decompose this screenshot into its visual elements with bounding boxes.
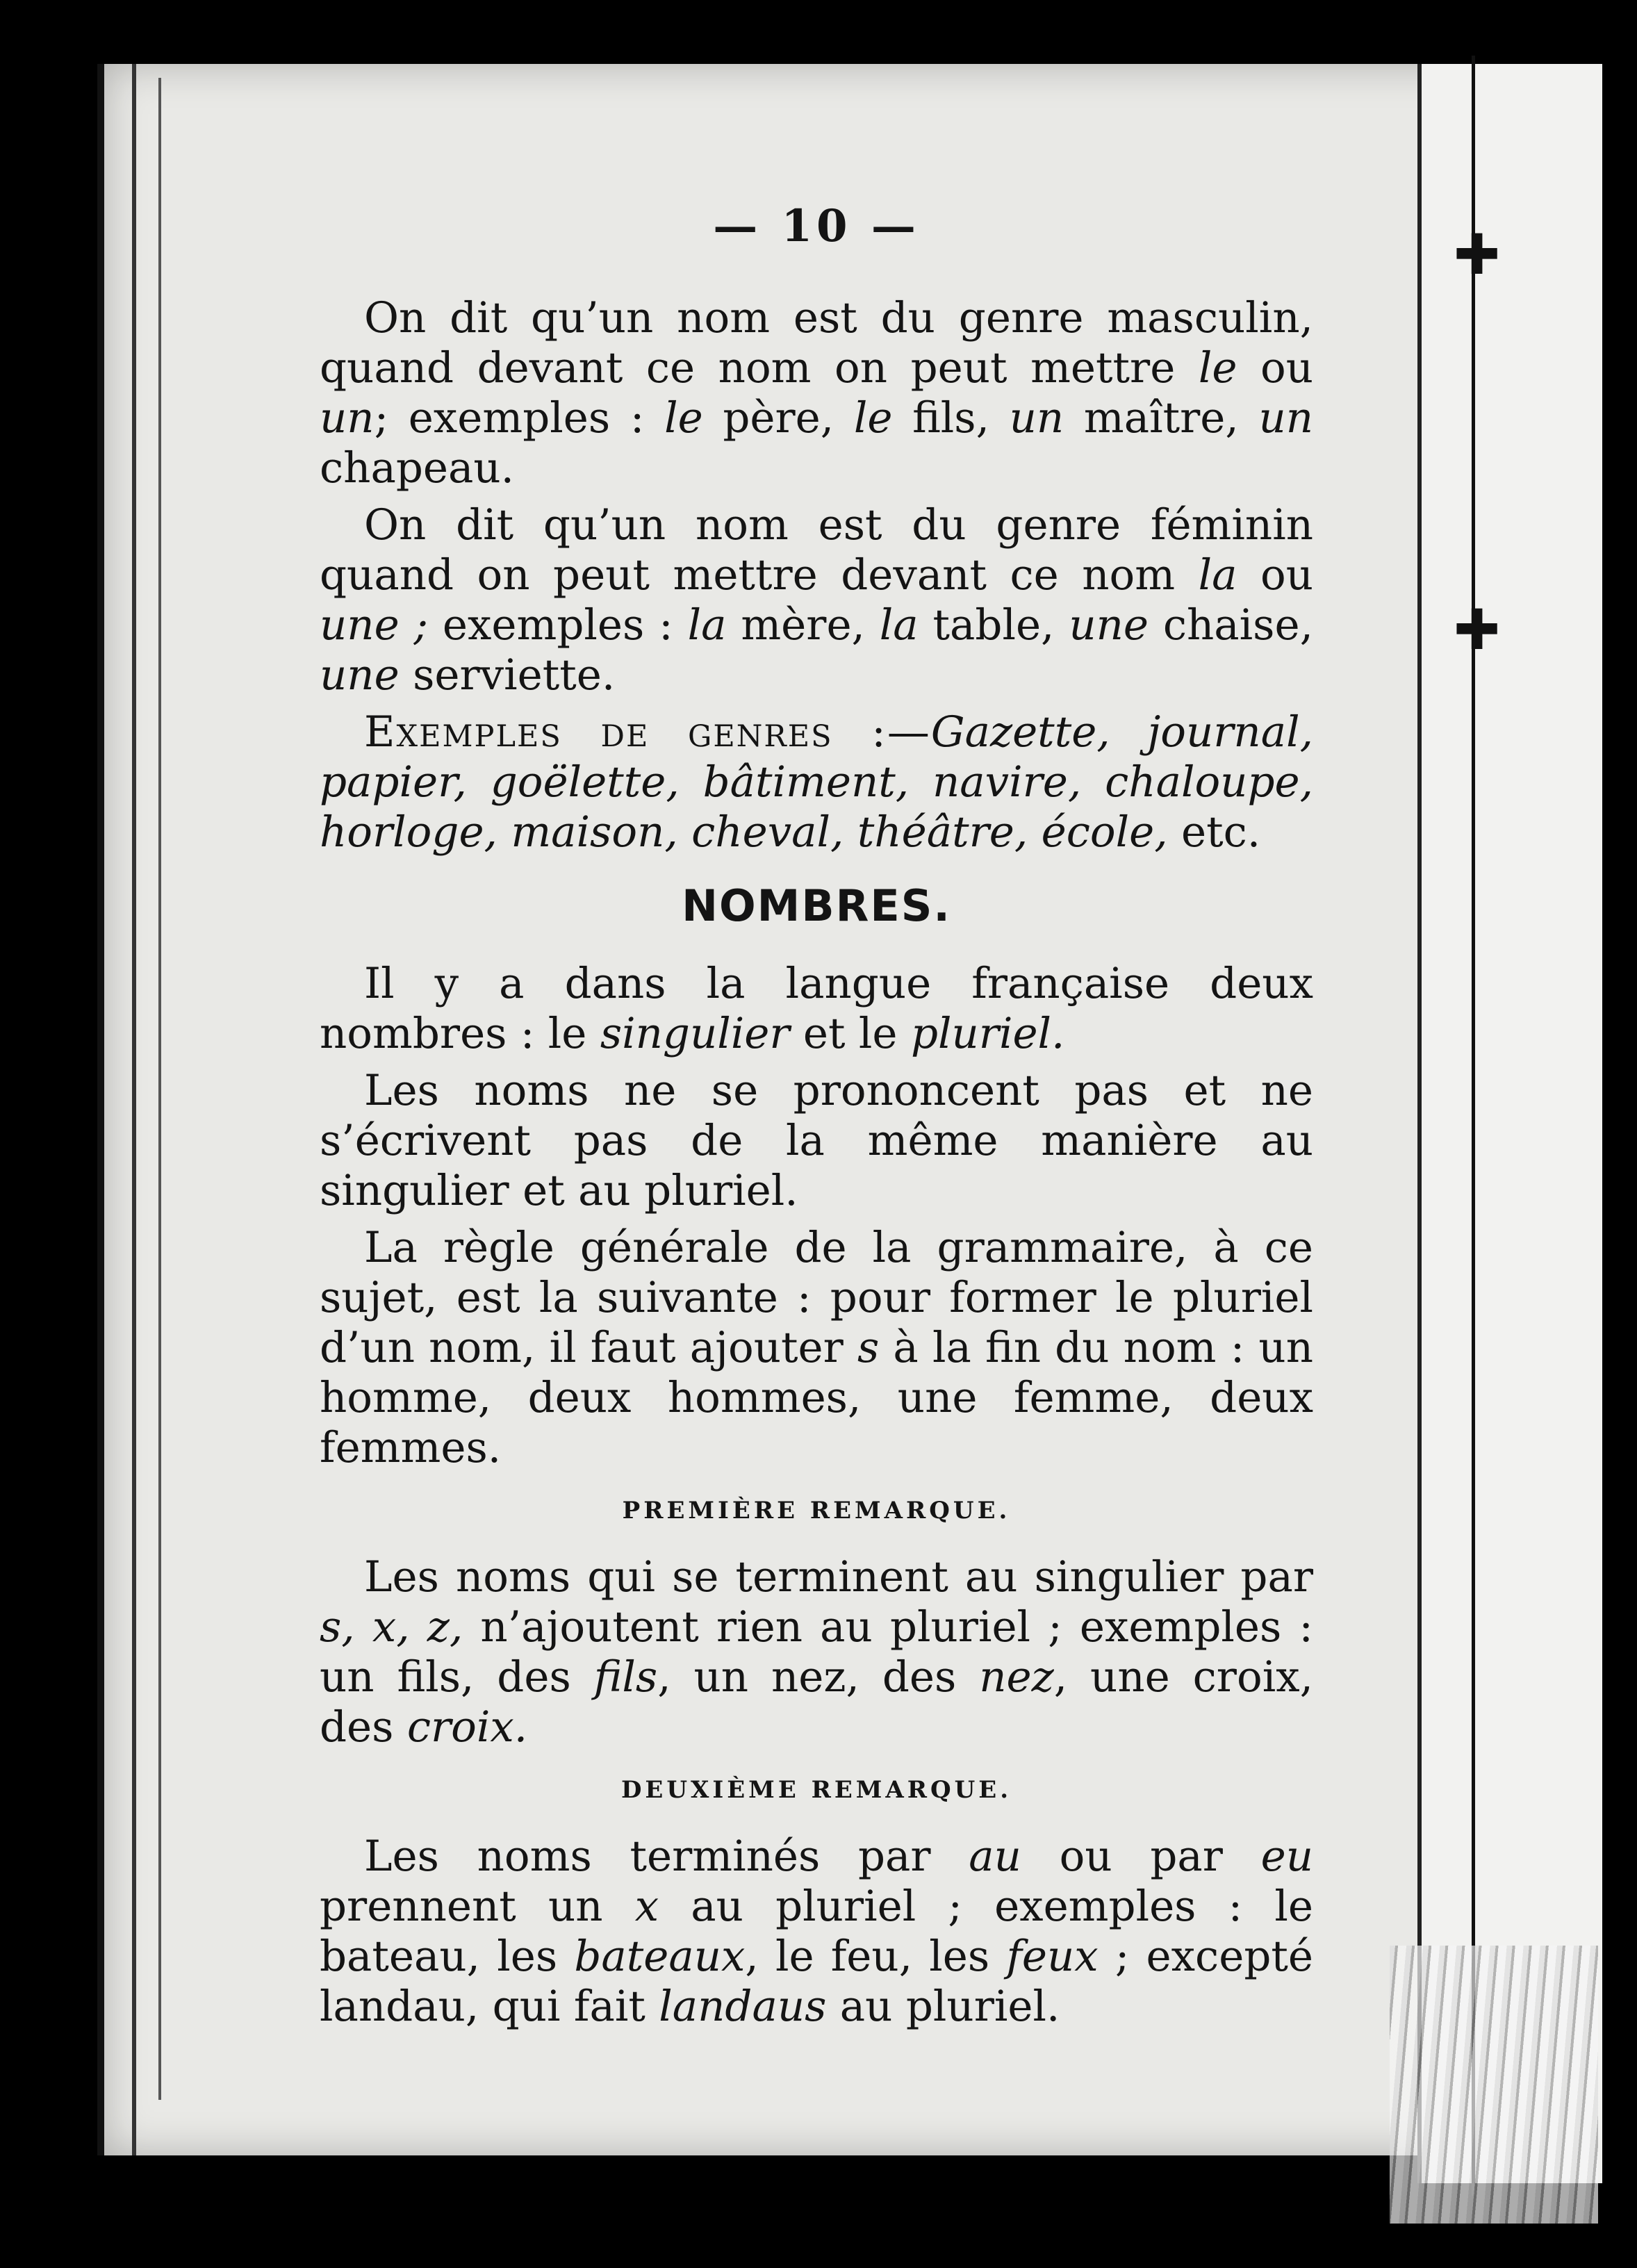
- paragraph-deux-nombres: Il y a dans la langue française deux nombres : le singulier et le pluriel.: [320, 959, 1313, 1058]
- paragraph-feminin: On dit qu’un nom est du genre féminin quand on peut mettre devant ce nom la ou une ; exemples : la mère, la table, une chaise, une serviette.: [320, 500, 1313, 700]
- paragraph-masculin: On dit qu’un nom est du genre masculin, quand devant ce nom on peut mettre le ou un; exemples : le père, le fils, un maître, un chapeau.: [320, 293, 1314, 493]
- page-number: — 10 —: [713, 200, 920, 252]
- binding-line: [1472, 56, 1475, 2196]
- heading-nombres: NOMBRES.: [682, 880, 951, 931]
- heading-premiere-remarque: PREMIÈRE REMARQUE.: [622, 1497, 1011, 1525]
- binding-cross-ornament: ✚: [1454, 222, 1501, 287]
- paragraph-exemples-genres: Exemples de genres :—Gazette, journal, papier, goëlette, bâtiment, navire, chaloupe, horloge, maison, cheval, théâtre, école, etc.: [320, 707, 1313, 857]
- facing-page-edge: [1417, 64, 1602, 2183]
- paragraph-prononciation: Les noms ne se prononcent pas et ne s’écrivent pas de la même manière au singulier et au pluriel.: [320, 1066, 1313, 1215]
- torn-page-corner: [1390, 1946, 1598, 2224]
- page-text-block: [320, 202, 1313, 2039]
- heading-deuxieme-remarque: DEUXIÈME REMARQUE.: [620, 1776, 1012, 1804]
- paragraph-regle-generale: La règle générale de la grammaire, à ce sujet, est la suivante : pour former le pluriel d’un nom, il faut ajouter s à la fin du nom : un homme, deux hommes, une femme, deux femmes.: [320, 1223, 1313, 1472]
- paragraph-premiere-remarque: Les noms qui se terminent au singulier par s, x, z, n’ajoutent rien au pluriel ; exemples : un fils, des fils, un nez, des nez, une croix, des croix.: [320, 1552, 1313, 1752]
- binding-cross-ornament: ✚: [1454, 598, 1501, 662]
- paragraph-deuxieme-remarque: Les noms terminés par au ou par eu prennent un x au pluriel ; exemples : le bateau, les bateaux, le feu, les feux ; excepté landau, qui fait landaus au pluriel.: [320, 1832, 1313, 2031]
